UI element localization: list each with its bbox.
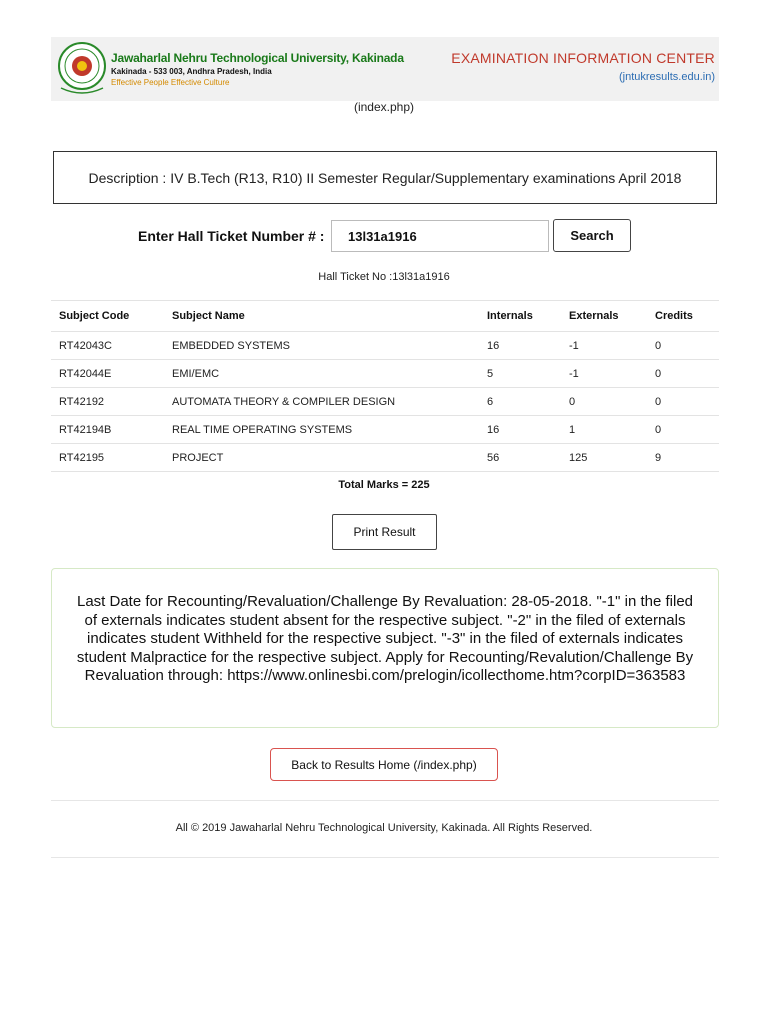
- search-button[interactable]: Search: [553, 219, 631, 252]
- cell-subject-code: RT42043C: [51, 332, 164, 360]
- back-to-home-button[interactable]: Back to Results Home (/index.php): [270, 748, 498, 781]
- table-row: [51, 444, 719, 472]
- university-address: Kakinada - 533 003, Andhra Pradesh, India: [111, 67, 272, 76]
- cell-externals: -1: [561, 332, 647, 360]
- cell-internals: 16: [479, 416, 561, 444]
- cell-subject-code: RT42194B: [51, 416, 164, 444]
- cell-credits: 0: [647, 388, 719, 416]
- header-banner: [51, 37, 719, 101]
- hall-ticket-input[interactable]: [331, 220, 549, 252]
- header-credits: Credits: [647, 301, 719, 332]
- hall-ticket-number: Hall Ticket No :13l31a1916: [318, 271, 450, 283]
- cell-subject-code: RT42195: [51, 444, 164, 472]
- cell-externals: 1: [561, 416, 647, 444]
- footer-divider-top: [51, 800, 719, 801]
- cell-internals: 56: [479, 444, 561, 472]
- cell-credits: 0: [647, 416, 719, 444]
- table-row: [51, 416, 719, 444]
- total-marks: Total Marks = 225: [338, 479, 430, 491]
- cell-subject-name: EMBEDDED SYSTEMS: [164, 332, 479, 360]
- hall-ticket-label: Enter Hall Ticket Number # :: [138, 228, 325, 244]
- header-subject-name: Subject Name: [164, 301, 479, 332]
- cell-subject-name: REAL TIME OPERATING SYSTEMS: [164, 416, 479, 444]
- cell-internals: 5: [479, 360, 561, 388]
- copyright-footer: All © 2019 Jawaharlal Nehru Technological University, Kakinada. All Rights Reserved.: [175, 822, 593, 834]
- cell-internals: 6: [479, 388, 561, 416]
- cell-subject-code: RT42044E: [51, 360, 164, 388]
- table-header-row: [51, 301, 719, 332]
- cell-externals: -1: [561, 360, 647, 388]
- exam-center-title: EXAMINATION INFORMATION CENTER: [451, 50, 715, 66]
- cell-credits: 0: [647, 332, 719, 360]
- cell-subject-name: EMI/EMC: [164, 360, 479, 388]
- index-link[interactable]: (index.php): [353, 100, 415, 114]
- header-externals: Externals: [561, 301, 647, 332]
- cell-subject-name: PROJECT: [164, 444, 479, 472]
- table-row: [51, 332, 719, 360]
- table-row: [51, 388, 719, 416]
- cell-subject-code: RT42192: [51, 388, 164, 416]
- exam-description: Description : IV B.Tech (R13, R10) II Semester Regular/Supplementary examinations April 2018: [53, 151, 717, 204]
- header-internals: Internals: [479, 301, 561, 332]
- table-row: [51, 360, 719, 388]
- cell-internals: 16: [479, 332, 561, 360]
- university-seal-icon[interactable]: [57, 40, 107, 98]
- university-name: Jawaharlal Nehru Technological University, Kakinada: [111, 51, 404, 65]
- cell-externals: 125: [561, 444, 647, 472]
- footer-divider-bottom: [51, 857, 719, 858]
- print-result-button[interactable]: Print Result: [332, 514, 437, 550]
- exam-center-url[interactable]: (jntukresults.edu.in): [619, 71, 715, 83]
- revaluation-notice: Last Date for Recounting/Revaluation/Challenge By Revaluation: 28-05-2018. "-1" in the filed of externals indicates student absent for the respective subject. "-2" in the filed of externals indicates student Withheld for the respective subject. "-3" in the filed of externals indicates student Malpractice for the respective subject. Apply for Recounting/Revalution/Challenge By Revaluation through: https://www.onlinesbi.com/prelogin/icollecthome.htm?corpID=363583: [51, 568, 719, 728]
- cell-subject-name: AUTOMATA THEORY & COMPILER DESIGN: [164, 388, 479, 416]
- cell-externals: 0: [561, 388, 647, 416]
- cell-credits: 9: [647, 444, 719, 472]
- university-tagline: Effective People Effective Culture: [111, 78, 230, 87]
- cell-credits: 0: [647, 360, 719, 388]
- header-subject-code: Subject Code: [51, 301, 164, 332]
- results-table: [51, 300, 719, 472]
